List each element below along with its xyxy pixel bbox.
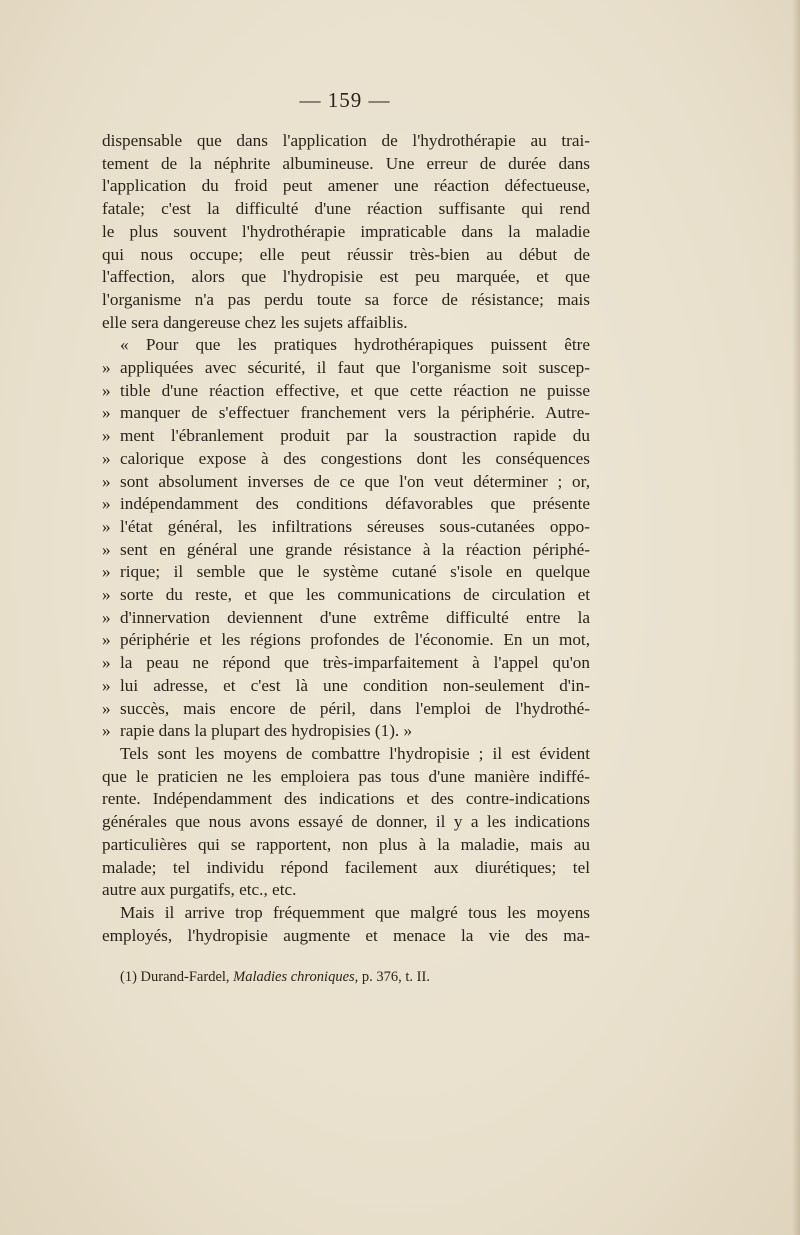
quote-text: ment l'ébranlement produit par la soustraction rapide du [120, 426, 590, 446]
text-line: rente. Indépendamment des indications et des contre-indications [102, 789, 590, 809]
text-line: qui nous occupe; elle peut réussir très-bien au début de [102, 244, 590, 264]
page-number: — 159 — [299, 88, 391, 112]
text-line: le plus souvent l'hydrothérapie impraticable dans la maladie [102, 221, 590, 241]
quote-text: rique; il semble que le système cutané s'isole en quelque [120, 562, 590, 582]
quote-text: tible d'une réaction effective, et que cette réaction ne puisse [120, 380, 590, 400]
quote-first-line: « Pour que les pratiques hydrothérapiques puissent être [120, 335, 590, 355]
quote-line [102, 539, 590, 562]
quote-text: rapie dans la plupart des hydropisies (1). » [120, 721, 413, 741]
footnote-reference: p. 376, t. II. [361, 969, 430, 985]
quote-text: lui adresse, et c'est là une condition non-seulement d'in- [120, 675, 590, 695]
text-line: Tels sont les moyens de combattre l'hydropisie ; il est évident [120, 743, 590, 763]
quote-line [102, 675, 590, 698]
page-edge-shadow [792, 0, 800, 1235]
text-line: Mais il arrive trop fréquemment que malgré tous les moyens [120, 902, 590, 922]
footnote [120, 969, 430, 986]
quote-text: sorte du reste, et que les communications de circulation et [120, 585, 590, 605]
quote-mark: » [102, 358, 111, 378]
quote-text: d'innervation deviennent d'une extrême difficulté entre la [120, 607, 590, 627]
quote-mark: » [102, 675, 111, 695]
quote-line [102, 516, 590, 539]
quote-mark: » [102, 539, 111, 559]
quote-mark: » [102, 630, 111, 650]
text-line: malade; tel individu répond facilement aux diurétiques; tel [102, 857, 590, 877]
quote-line [102, 425, 590, 448]
quote-mark: » [102, 721, 111, 741]
quote-line [102, 720, 590, 743]
quote-text: manquer de s'effectuer franchement vers la périphérie. Autre- [120, 403, 590, 423]
quote-line [102, 493, 590, 516]
quote-mark: » [102, 562, 111, 582]
text-line: fatale; c'est la difficulté d'une réaction suffisante qui rend [102, 199, 590, 219]
quote-text: la peau ne répond que très-imparfaitement à l'appel qu'on [120, 653, 590, 673]
text-line: l'organisme n'a pas perdu toute sa force de résistance; mais [102, 289, 590, 309]
text-line: générales que nous avons essayé de donner, il y a les indications [102, 812, 590, 832]
quote-text: appliquées avec sécurité, il faut que l'organisme soit suscep- [120, 358, 590, 378]
quote-line [102, 471, 590, 494]
footnote-author: Durand-Fardel, [140, 969, 230, 985]
quote-line [102, 629, 590, 652]
text-line: particulières qui se rapportent, non plus à la maladie, mais au [102, 834, 590, 854]
text-line: l'affection, alors que l'hydropisie est peu marquée, et que [102, 267, 590, 287]
quote-mark: » [102, 494, 111, 514]
text-line: tement de la néphrite albumineuse. Une erreur de durée dans [102, 153, 590, 173]
text-line: l'application du froid peut amener une réaction défectueuse, [102, 176, 590, 196]
text-line: employés, l'hydropisie augmente et menace la vie des ma- [102, 925, 590, 945]
quote-mark: » [102, 516, 111, 536]
footnote-title: Maladies chroniques, [233, 969, 359, 985]
quote-text: indépendamment des conditions défavorables que présente [120, 494, 590, 514]
quote-line [102, 357, 590, 380]
quote-mark: » [102, 698, 111, 718]
text-line: elle sera dangereuse chez les sujets affaiblis. [102, 312, 408, 332]
quote-mark: » [102, 585, 111, 605]
quote-line [102, 652, 590, 675]
quote-mark: » [102, 426, 111, 446]
quote-text: succès, mais encore de péril, dans l'emploi de l'hydrothé- [120, 698, 590, 718]
quote-text: calorique expose à des congestions dont les conséquences [120, 448, 590, 468]
body-text [102, 130, 590, 947]
quote-text: périphérie et les régions profondes de l'économie. En un mot, [120, 630, 590, 650]
quote-mark: » [102, 653, 111, 673]
text-line: que le praticien ne les emploiera pas tous d'une manière indiffé- [102, 766, 590, 786]
quote-text: l'état général, les infiltrations séreuses sous-cutanées oppo- [120, 516, 590, 536]
quote-text: sont absolument inverses de ce que l'on veut déterminer ; or, [120, 471, 590, 491]
quote-line [102, 448, 590, 471]
text-line: autre aux purgatifs, etc., etc. [102, 880, 297, 900]
quote-mark: » [102, 471, 111, 491]
quote-mark: » [102, 403, 111, 423]
quote-mark: » [102, 607, 111, 627]
quote-line [102, 698, 590, 721]
quote-line [102, 607, 590, 630]
footnote-number: (1) [120, 969, 137, 985]
quote-line [102, 584, 590, 607]
quote-text: sent en général une grande résistance à la réaction périphé- [120, 539, 590, 559]
text-line: dispensable que dans l'application de l'hydrothérapie au trai- [102, 131, 590, 150]
quote-mark: » [102, 380, 111, 400]
quote-mark: » [102, 448, 111, 468]
quote-line [102, 561, 590, 584]
quote-line [102, 402, 590, 425]
quote-line [102, 380, 590, 403]
